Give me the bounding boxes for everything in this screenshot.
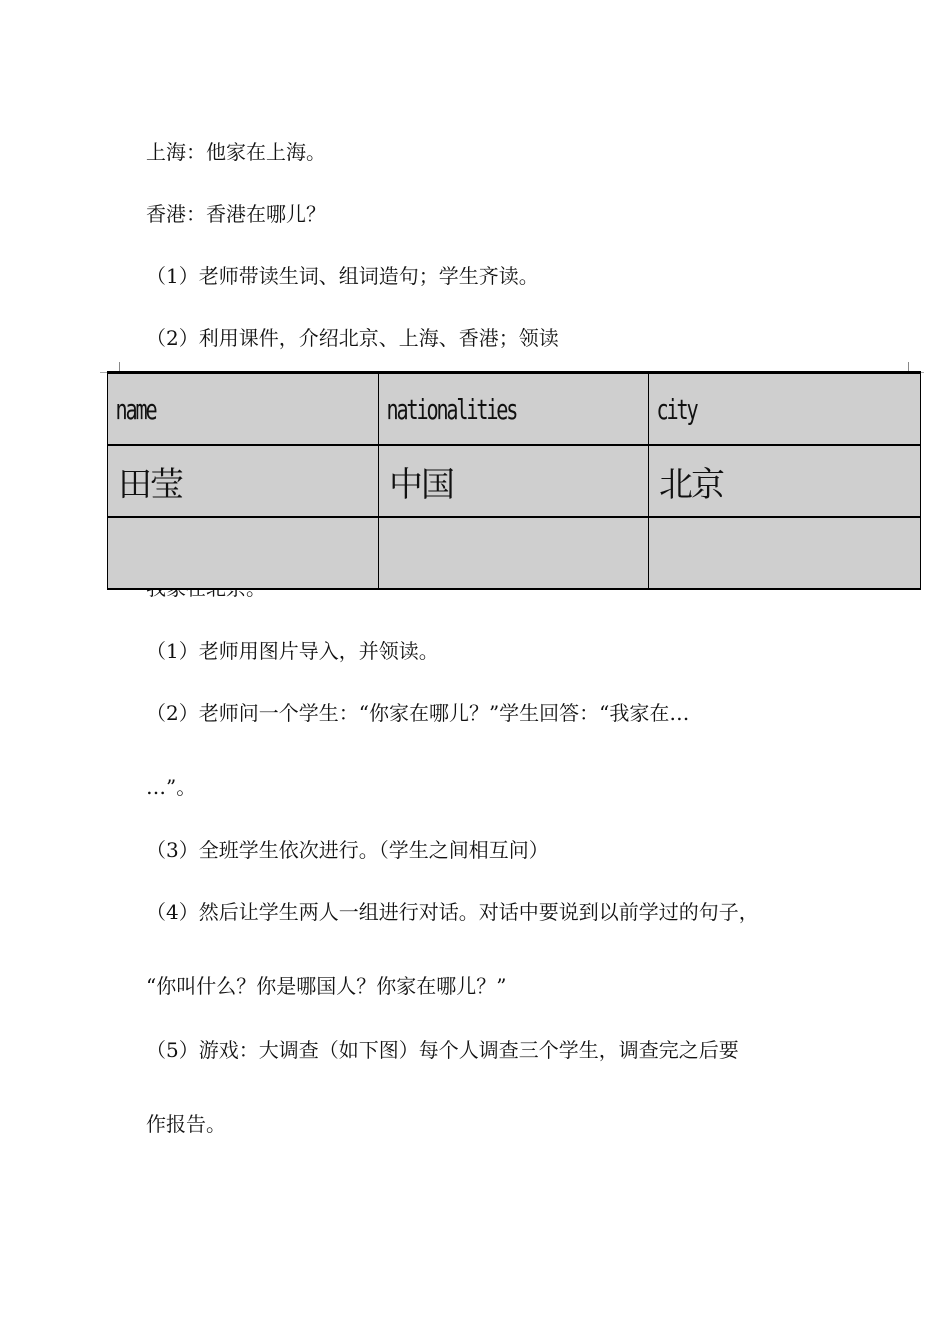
table-cell: 田莹 (108, 445, 379, 517)
paragraph-line: …”。 (146, 775, 197, 799)
paragraph-line: （5）游戏：大调查（如下图）每个人调查三个学生，调查完之后要 (146, 1038, 739, 1062)
paragraph-line: （2）利用课件，介绍北京、上海、香港；领读 (146, 326, 559, 350)
paragraph-line: 作报告。 (146, 1112, 226, 1136)
table-cell: 中国 (379, 445, 649, 517)
table-cell: 北京 (649, 445, 921, 517)
table-header-cell: nationalities (379, 373, 573, 446)
paragraph-line: （3）全班学生依次进行。（学生之间相互问） (146, 838, 549, 862)
paragraph-line: （2）老师问一个学生：“你家在哪儿？”学生回答：“我家在… (146, 701, 690, 725)
table-cell (379, 517, 649, 589)
table-row (108, 517, 921, 589)
paragraph-line: 香港：香港在哪儿？ (146, 202, 326, 226)
table-header-cell: city (649, 373, 845, 446)
paragraph-line: （4）然后让学生两人一组进行对话。对话中要说到以前学过的句子， (146, 900, 759, 924)
table-row (108, 445, 921, 517)
table-header-cell: name (108, 373, 303, 446)
paragraph-line: 上海：他家在上海。 (146, 140, 326, 164)
table-cell (649, 517, 921, 589)
table-header-row (108, 373, 921, 446)
survey-table (107, 371, 921, 590)
table-cell (108, 517, 379, 589)
paragraph-line: （1）老师用图片导入，并领读。 (146, 639, 439, 663)
paragraph-line: （1）老师带读生词、组词造句；学生齐读。 (146, 264, 539, 288)
paragraph-line: “你叫什么？你是哪国人？你家在哪儿？” (146, 974, 507, 998)
